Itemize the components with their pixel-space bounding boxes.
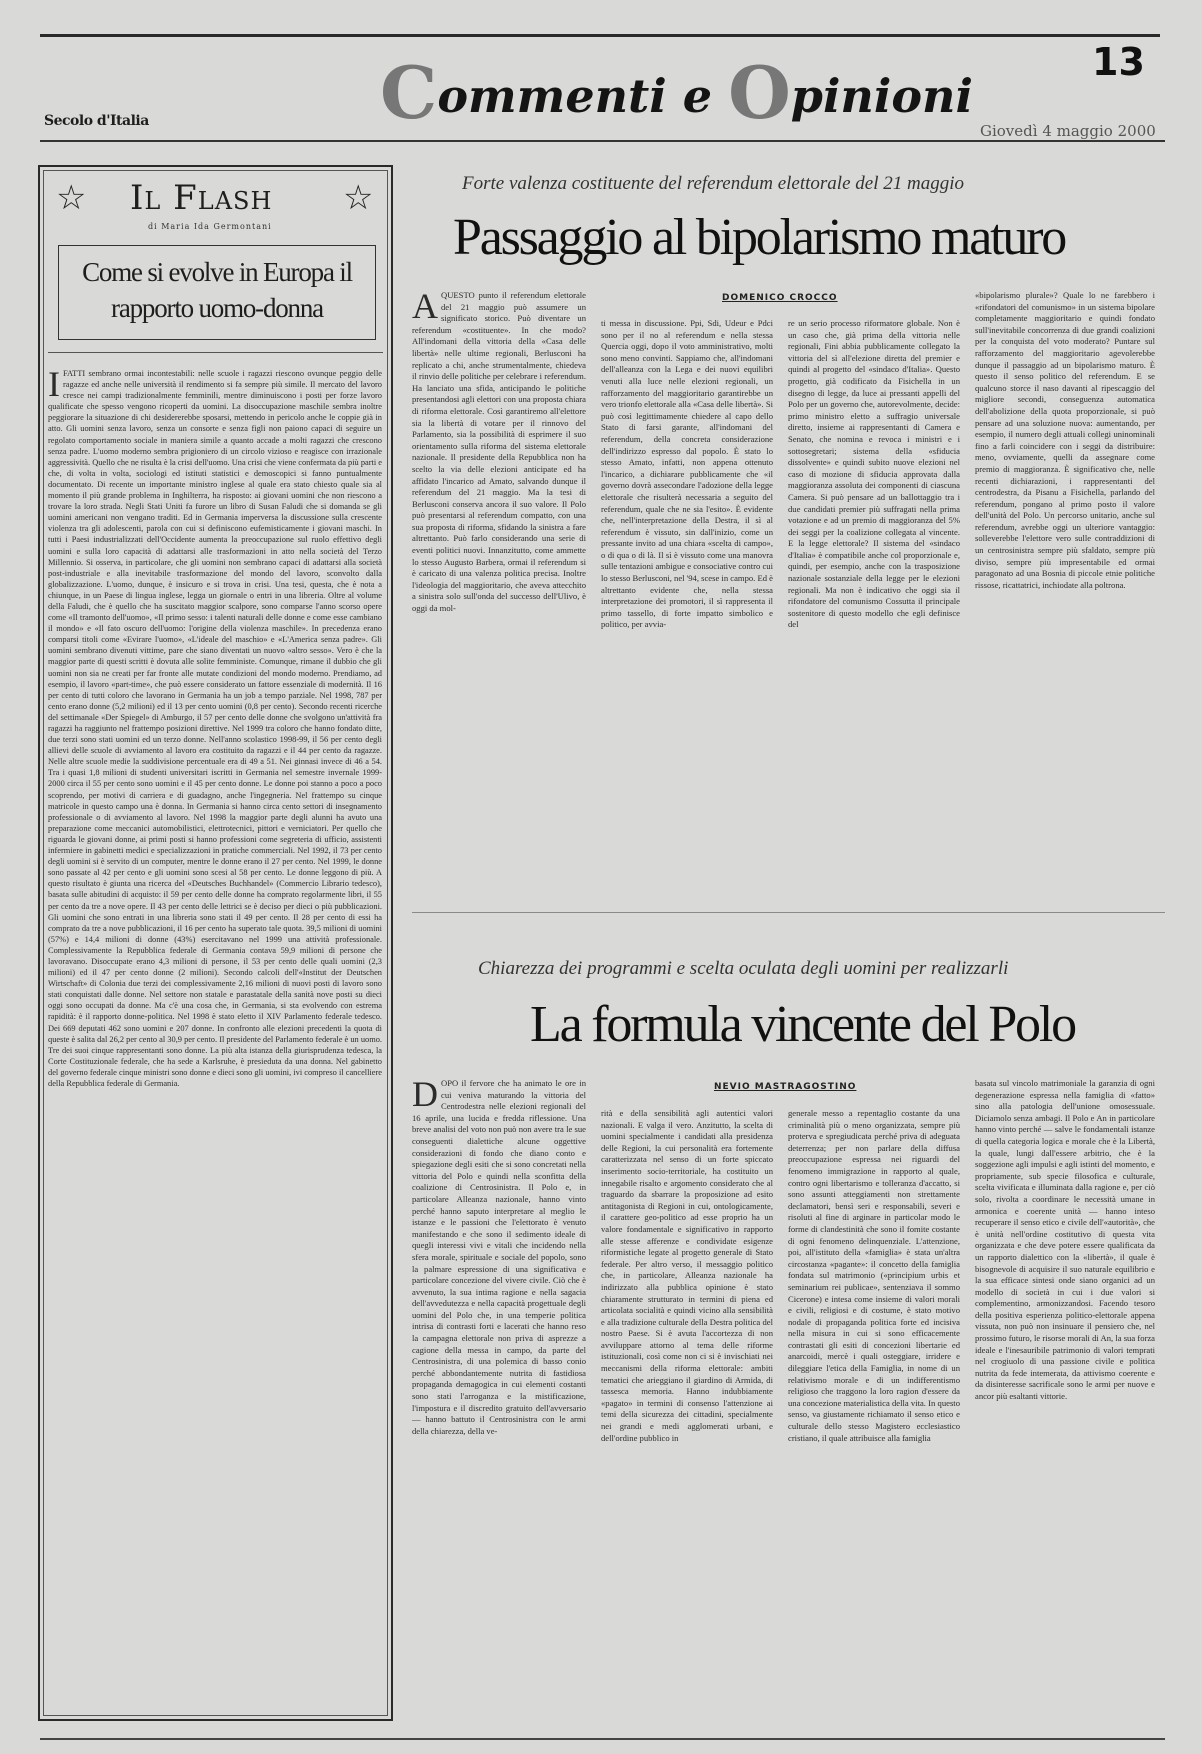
masthead-initial-o: O <box>728 50 791 135</box>
article-separator <box>412 912 1165 913</box>
page-number: 13 <box>1092 40 1145 84</box>
top-rule <box>40 34 1160 37</box>
article2-kicker: Chiarezza dei programmi e scelta oculata degli uomini per realizzarli <box>478 958 1009 979</box>
article2-headline: La formula vincente del Polo <box>530 996 1075 1053</box>
article2-dropcap: D <box>412 1078 438 1114</box>
article1-headline: Passaggio al bipolarismo maturo <box>453 209 1066 266</box>
flash-title: Il Flash <box>130 178 273 218</box>
article2-byline: NEVIO MASTRAGOSTINO <box>714 1082 857 1092</box>
article1-column-2: ti messa in discussione. Ppi, Sdi, Udeur e Pdci sono per il no al referendum e nella stessa Quercia oggi, dopo il voto amministrativo, molti sono meno convinti. Sappiamo che, all'indomani dell'alleanza con la Lega e dei nuovi equilibri venuti alla luce nelle elezioni regionali, un rafforzamento del maggioritario garantirebbe un vero trionfo elettorale alla «Casa delle libertà». Si può così legittimamente chiedere al capo dello Stato di farsi garante, all'indomani del referendum, della concreta considerazione dell'indirizzo espresso dal popolo. È stato lo stesso Amato, infatti, non appena ottenuto l'incarico, a dichiarare pubblicamente che «il governo dovrà assecondare l'adozione della legge elettorale che risulterà necessaria a seguito del referendum, quale che ne sia l'esito». È evidente che, nell'interpretazione della Destra, il sì al referendum è vissuto, sin dall'inizio, come un pressante invito ad una chiara «scelta di campo», o di qua o di là. Il sì è vissuto come una manovra sulle tentazioni ambigue e consociative contro cui lo stesso Berlusconi, nel '94, scese in campo. Ed è altrettanto evidente che, nella stessa interpretazione dei promotori, il sì rappresenta il primo tassello, di forte impatto simbolico e politico, per avvia- <box>601 318 773 630</box>
flash-headline: Come si evolve in Europa il rapporto uomo-donna <box>82 257 352 323</box>
article2-column-3: generale messo a repentaglio costante da una criminalità più o meno organizzata, sempre più proterva e spregiudicata perché priva di adeguata deterrenza; per non parlare della diffusa preoccupazione espressa nei riguardi del fenomeno immigrazione in rapporto al quale, contro ogni libertarismo e tolleranza d'accatto, si sono assunti atteggiamenti non strettamente declamatori, bensì seri e responsabili, severi e risoluti al fine di arginare in particolar modo le forme di clandestinità che sono il fomite costante di ogni fenomeno delinquenziale. L'attenzione, poi, all'istituto della «famiglia» è stata un'altra circostanza «pagante»: il concetto della famiglia fondata sul matrimonio («principium urbis et seminarium rei publicae», sentenziava il sommo Cicerone) e intesa come insieme di valori morali e civili, religiosi e di costume, è stato motivo nodale di propaganda politica forte ed incisiva nella misura in cui si sono efficacemente contrastati gli esiti di concezioni libertarie ed anarcoidi, mercè i quali osteggiare, irridere e dileggiare l'etica della Famiglia, in nome di un relativismo morale e di un indifferentismo religioso che traggono la loro ragion d'essere da una concezione materialistica della vita. In questo senso, va giustamente richiamato il senso etico e culturale dello stesso Magistero ecclesiastico cristiano, il quale attribuisce alla famiglia <box>788 1108 960 1443</box>
paper-name: Secolo d'Italia <box>44 113 149 129</box>
flash-divider <box>48 352 383 353</box>
star-icon-right: ☆ <box>343 178 374 218</box>
article2-column-2: rità e della sensibilità agli autentici valori nazionali. E valga il vero. Anzitutto, la scelta di uomini specialmente i candidati alla presidenza delle Regioni, la cui personalità era fortemente caratterizzata nel senso di un forte spiccato inserimento socio-territoriale, ha costituito un innegabile risalto e argomento considerato che al traguardo da sbarrare la proposizione ad esito antitagonista di Regioni in cui, ontologicamente, il carattere geo-politico ad esse proprio ha un valore fondamentale e significativo in rapporto alle stesse afferenze e condividate esigenze riformistiche legate al progetto generale di Stato federale. Per altro verso, il messaggio politico che, in particolare, Alleanza nazionale ha indirizzato alla pubblica opinione è stato chiaramente strutturato in termini di piena ed articolata socialità e quindi vicino alla sensibilità e alla tradizione culturale della Destra politica del nostro Paese. Si è avuta l'accortezza di non avviluppare attorno al tema delle riforme istituzionali, così come non ci si è invischiati nei meccanismi della riforma elettorale: ambiti tematici che arieggiano il giardino di Armida, di tassesca memoria. Hanno indubbiamente «pagato» in termini di consenso l'attenzione ai temi della sicurezza dei cittadini, specialmente nei grandi e medi agglomerati urbani, e dell'ordine pubblico in <box>601 1108 773 1443</box>
masthead-text-commenti: ommenti e <box>437 69 729 123</box>
bottom-rule <box>40 1738 1165 1740</box>
article2-column-4: basata sul vincolo matrimoniale la garanzia di ogni degenerazione espressa nella famiglia di «fatto» sino alla patologia dell'unione omosessuale. Diciamolo senza ambagi. Il Polo e An in particolare hanno vinto perché — salve le fondamentali istanze di quella categoria logica e morale che è la Libertà, la quale, lungi dall'essere arbitrio, che è la soggezione agli impulsi e agli istinti del momento, e propriamente, sub specie filosofica e culturale, scelta vivificata e illuminata dalla ragione e, per ciò solo, rivolta a coordinare le necessità umane in armonica e coerente unità — hanno inteso recuperare il senso etico e civile dell'«autorità», che è unità nell'ordine costitutivo di questa vita organizzata e che deve potere essere qualificata da un rapporto dialettico con la «libertà», il quale è bisognevole di acquisire il suo naturale equilibrio e la sua efficace sintesi onde siano organici ad un modello di società in cui i due valori si complementino, armonizzandosi. Facendo tesoro della positiva esperienza politico-elettorale appena vissuta, non può non insinuare il pensiero che, nel prossimo futuro, le risorse morali di An, la sua forza ideale e l'inesauribile patrimonio di valori temprati nel crogiuolo di una passione civile e politica nutrita da fede intemerata, da attivismo coerente e da disinteresse sacrificale sono le armi per nuove e ancor più esaltanti vittorie. <box>975 1078 1155 1402</box>
article2-col1-text: OPO il fervore che ha animato le ore in cui veniva maturando la vittoria del Centrodestra nelle elezioni regionali del 16 aprile, una lucida e fredda riflessione. Una breve analisi del voto non può non avere tra le sue conseguenti dialettiche alcune oggettive considerazioni di fondo che diano conto e spiegazione degli esiti che si sono concretati nella vittoria del Polo e quindi nella sconfitta della coalizione di Centrosinistra. Il Polo e, in particolare Alleanza nazionale, hanno vinto perché hanno saputo interpretare al meglio le istanze e le passioni che l'elettorato è venuto manifestando e che sono il sedimento ideale di quegli interessi vivi e vitali che incidendo nella sfera morale, spirituale e sociale del popolo, sono la palmare espressione di una significativa e particolare concezione del vivere civile. Ciò che è avvenuto, la sua intima ragione e nella sagacia dell'avvedutezza e nella capacità progettuale degli uomini del Polo che, in una temperie politica intrisa di contrasti forti e lacerati che hanno reso la campagna elettorale non priva di asprezze a cagione della messa in campo, da parte del Centrosinistra, di una polemica di basso conio perché abbondantemente nutrita di fastidiosa propaganda demagogica in cui elementi costanti sono stati l'arroganza e la mistificazione, l'impostura e il discredito gratuito dell'avversario — hanno battuto il Centrosinistra con le armi della chiarezza, della ve- <box>412 1078 586 1436</box>
article1-dropcap: A <box>412 290 438 326</box>
flash-body <box>48 368 382 1714</box>
issue-date: Giovedì 4 maggio 2000 <box>980 122 1156 140</box>
article1-column-1 <box>412 290 586 898</box>
flash-body-text: FATTI sembrano ormai incontestabili: nelle scuole i ragazzi riescono ovunque peggio delle ragazze ed anche nelle università il rendimento si fa sempre più simile. Il mercato del lavoro cresce nei campi tradizionalmente femminili, mentre diminuiscono i posti per forze lavoro qualificate che spesso vengono ricoperti da uomini. La disoccupazione maschile sembra inoltre peggiorare la situazione di chi desidererebbe sposarsi, mettendo in pericolo anche le coppie già in atto. Gli uomini senza lavoro, senza un consorte e senza figli non paiono capaci di seguire un regolato comportamento sociale in maniera simile a quanto accade a molti ragazzi che crescono senza padre. L'uomo moderno sembra prigioniero di un circolo vizioso e reagisce con irrazionale aggressività. Quello che ne risulta è la crisi dell'uomo. Una crisi che viene confermata da più parti e che, di volta in volta, sociologi ed istituti statistici e demoscopici si fanno puntualmente documentato. Di recente un importante ministro inglese al quale era stato chiesto quale sia al momento il più grande problema in Inghilterra, ha risposto: ai giovani uomini che non riescono a trovare la loro strada. Negli Stati Uniti fa furore un libro di Susan Faludi che si domanda se gli uomini americani non vengano traditi. Ed in Germania imperversa la discussione sulla crescente violenza tra gli adolescenti, parola con cui si definiscono eufemisticamente i giovani maschi. In tutti i Paesi industrializzati dell'Occidente aumenta la preoccupazione sul ruolo effettivo degli uomini e sulla loro capacità di adattarsi alle trasformazioni in atto nella società del Terzo Millennio. Si osserva, in particolare, che gli uomini non sembrano capaci di adattarsi alla società post-industriale e alla inevitabile trasformazione del mondo del lavoro, sconvolto dalla globalizzazione. L'uomo, dunque, è insicuro e si trova in crisi. Una tesi, questa, che è nota a chiunque, in un Paese di lingua inglese, legga un giornale o entri in una libreria. Oltre al volume della Faludi, che è quello che ha suscitato maggior scalpore, sono comparse l'anno scorso opere come «Il tramonto dell'uomo», «Il primo sesso: i talenti naturali delle donne e come esse cambiano il mondo» e «Il fato oscuro dell'uomo: l'origine della violenza maschile». In precedenza erano comparsi titoli come «Evirare l'uomo», «L'ideale del maschio» e «L'America senza padre». Gli uomini sembrano divenuti vittime, pare che siano diventati un nuovo «altro sesso». Vero è che la maggior parte di questi scritti è dovuta alle solite femministe. Comunque, rimane il dubbio che gli uomini non sia ne creati per far fronte alle mutate condizioni del mondo moderno. Prendiamo, ad esempio, il lavoro «part-time», che può essere considerato un fattore essenziale di modernità. Il 16 per cento di tutti coloro che lavorano in Germania ha un job a tempo parziale. Nel 1998, 787 per cento erano donne (5,2 milioni) ed il 13 per cento uomini (0,8 per cento). Secondo recenti ricerche del settimanale «Der Spiegel» di Amburgo, il 57 per cento delle donne che svolgono un'attività fra ragazzi ha raggiunto nel frattempo posizioni direttive. Nel 1999 tra coloro che hanno fondato ditte, due terzi sono stati uomini ed un terzo donne. Nell'anno scolastico 1998-99, il 56 per cento degli allievi delle scuole di avviamento al lavoro era costituito da ragazzi e il 44 per cento da ragazze. Nelle altre scuole medie la suddivisione percentuale era di 49 a 51. Nei ginnasi invece di 46 a 54. Tra i quasi 1,8 milioni di studenti universitari iscritti in Germania nel semestre invernale 1999-2000 circa il 55 per cento sono uomini e il 45 per cento donne. Le donne poi stanno a poco a poco scoprendo, per motivi di carriera e di guadagno, anche l'ingegneria. Nel frattempo su cinque matricole in questo campo una è donna. In Germania si hanno circa cento settori di insegnamento professionale o di avviamento al lavoro. Nel 1998 la maggior parte degli alunni ha avuto una preparazione come meccanici automobilistici, elettrotecnici, pittori e verniciatori. Per quello che riguarda le giovani donne, ai primi posti si hanno professioni come segreteria di ufficio, assistenti infermiere in gabinetti medici e specializzazioni in pratiche commerciali. Nel 1992, il 73 per cento degli uomini si è servito di un computer, mentre le donne erano il 27 per cento. Nel 1999, le donne sono passate al 42 per cento e gli uomini sono scesi al 58 per cento. Le donne leggono di più. A questo risultato è giunta una ricerca del «Deutsches Buchhandel» (Commercio Librario tedesco), basata sulle abitudini di acquisto: il 59 per cento delle donne ha comprato regolarmente libri, il 55 per cento da tre a nove opere. Il 43 per cento delle lettrici se è deciso per dieci o più pubblicazioni. Gli uomini che sono entrati in una libreria sono stati il 49 per cento. Il 28 per cento di essi ha comprato da tre a nove pubblicazioni, il 16 per cento ha superato tale quota. 39,5 milioni di uomini (57%) e 14,4 milioni di donne (43%) esercitavano nel 1999 una attività professionale. Complessivamente la Repubblica federale di Germania contava 59,9 milioni di persone che lavoravano. Disoccupate erano 4,3 milioni di persone, il 53 per cento delle quali uomini (2,3 milioni) ed il 47 per cento donne (2 milioni). Secondo calcoli dell'«Institut der Deutschen Wirtschaft» di Colonia due terzi dei complessivamente 2,16 milioni di nuovi posti di lavoro sono stati conquistati dalle donne. Nel settore non statale e parastatale della sanità nove posti su dieci oggi sono occupati da donne. Ma c'è una cosa che, in Germania, si sta evolvendo con estrema rapidità: è il rapporto donne-politica. Nel 1998 è stato eletto il XIV Parlamento federale tedesco. Dei 669 deputati 462 sono uomini e 207 donne. In confronto alle elezioni precedenti la quota di queste è salita dal 26,2 per cento al 30,9 per cento. Il presidente del Parlamento federale è un uomo. Tre dei suoi cinque rappresentanti sono donne. La più alta istanza della giurisprudenza tedesca, la Corte Costituzionale federale, che ha sede a Karlsruhe, è presieduta da una donna. Nel gabinetto del governo federale cinque ministri sono donne e dieci sono gli uomini, ivi compreso il cancelliere della Repubblica federale di Germania. <box>48 369 382 1088</box>
flash-dropcap: I <box>48 368 60 404</box>
article1-byline: DOMENICO CROCCO <box>722 293 838 303</box>
star-icon-left: ☆ <box>56 178 87 218</box>
masthead-text-pinioni: pinioni <box>790 69 973 123</box>
article1-kicker: Forte valenza costituente del referendum elettorale del 21 maggio <box>462 173 964 194</box>
flash-author: di Maria Ida Germontani <box>148 222 272 231</box>
article1-column-3: re un serio processo riformatore globale. Non è un caso che, già prima della vittoria nelle regionali, Fini abbia pubblicamente collegato la vittoria del sì all'elezione diretta del premier e quindi al progetto del «sindaco d'Italia». Questo progetto, già codificato da Fisichella in un disegno di legge, da luce ai pressanti appelli del Polo per un governo che, autorevolmente, decide: primo ministro eletto a suffragio universale diretto, insieme ai rappresentanti di Camera e Senato, che nomina e revoca i ministri e i sottosegretari; sistema della «sfiducia dissolvente» e quindi subito nuove elezioni nel caso di mozione di sfiducia approvata dalla maggioranza assoluta dei componenti di ciascuna Camera. Si può pensare ad un ballottaggio tra i due candidati premier più suffragati nella prima votazione e ad un premio di maggioranza del 5% dei seggi per la coalizione collegata al vincente. E la legge elettorale? Il sistema del «sindaco d'Italia» è compatibile anche col proporzionale e, quindi, per esempio, anche con la trasposizione nazionale sostanziale della legge per le elezioni regionali. Ma non è indicativo che oggi sia il rifondatore del comunismo Cossutta il principale sostenitore di questo modello che egli definisce del <box>788 318 960 630</box>
article1-col1-text: QUESTO punto il referendum elettorale del 21 maggio può assumere un significato storico. Può diventare un referendum «costituente». In che modo? All'indomani della vittoria della «Casa delle libertà» nelle ultime regionali, Berlusconi ha replicato a chi, anche strumentalmente, chiedeva il rinvio delle politiche per celebrare i referendum. Ha lanciato una sfida, anticipando le politiche presentandosi agli elettori con una proposta chiara di riforma elettorale. Così garantiremo all'elettore sia la libertà di votare per il rinnovo del Parlamento, sia la possibilità di esprimere il suo orientamento sulla riforma del sistema elettorale nazionale. Il presidente della Repubblica non ha scelto la via delle elezioni anticipate ed ha affidato l'incarico ad Amato, salvando dunque il referendum del 21 maggio. Ma la tesi di Berlusconi conserva ancora il suo valore. Il Polo può presentarsi al referendum compatto, con una sua proposta di riforma, sfidando la sinistra a fare altrettanto. Può farlo considerando una serie di eventi politici nuovi. Innanzitutto, come ammette lo stesso Augusto Barbera, ormai il referendum si è caricato di una valenza politica precisa. Inoltre l'ideologia del maggioritario, che aveva attecchito a sinistra solo sull'onda del successo dell'Ulivo, è oggi da mol- <box>412 290 586 614</box>
masthead-initial-c: C <box>380 50 438 135</box>
section-masthead <box>380 50 973 135</box>
article2-column-1 <box>412 1078 586 1728</box>
header-rule <box>40 140 1165 142</box>
article1-column-4: «bipolarismo plurale»? Quale lo ne farebbero i «rifondatori del comunismo» in un sistema bipolare completamente maggioritario e quindi fondato sull'inevitabile concorrenza di due grandi coalizioni per la conquista del voto moderato? Puntare sul rafforzamento del maggioritario agevolerebbe dunque il passaggio ad un bipolarismo maturo. È questo il senso politico del referendum. E se qualcuno storce il naso davanti al ripescaggio del migliore secondi, conseguenza automatica dell'abolizione della quota proporzionale, si può pensare ad una soluzione nuova: aumentando, per esempio, il numero degli attuali collegi uninominali fino a farli coincidere con i seggi da distribuire: meno, ovviamente, quelli da assegnare come premio di maggioranza. È significativo che, nelle recenti dichiarazioni, i rappresentanti del centrodestra, da Pisanu a Fisichella, parlando del referendum, pongano al primo posto il valore dell'unità del Polo. Un percorso unitario, anche sul referendum, avrebbe oggi un ulteriore vantaggio: solleverebbe l'elettore vero sulle contraddizioni di un centrosinistra sempre più sfaldato, sempre più diviso, sempre più impresentabile ed ormai paragonato ad una Bosnia di piccole etnie politiche rissose, ricattatrici, inchiodate alla poltrona. <box>975 290 1155 590</box>
